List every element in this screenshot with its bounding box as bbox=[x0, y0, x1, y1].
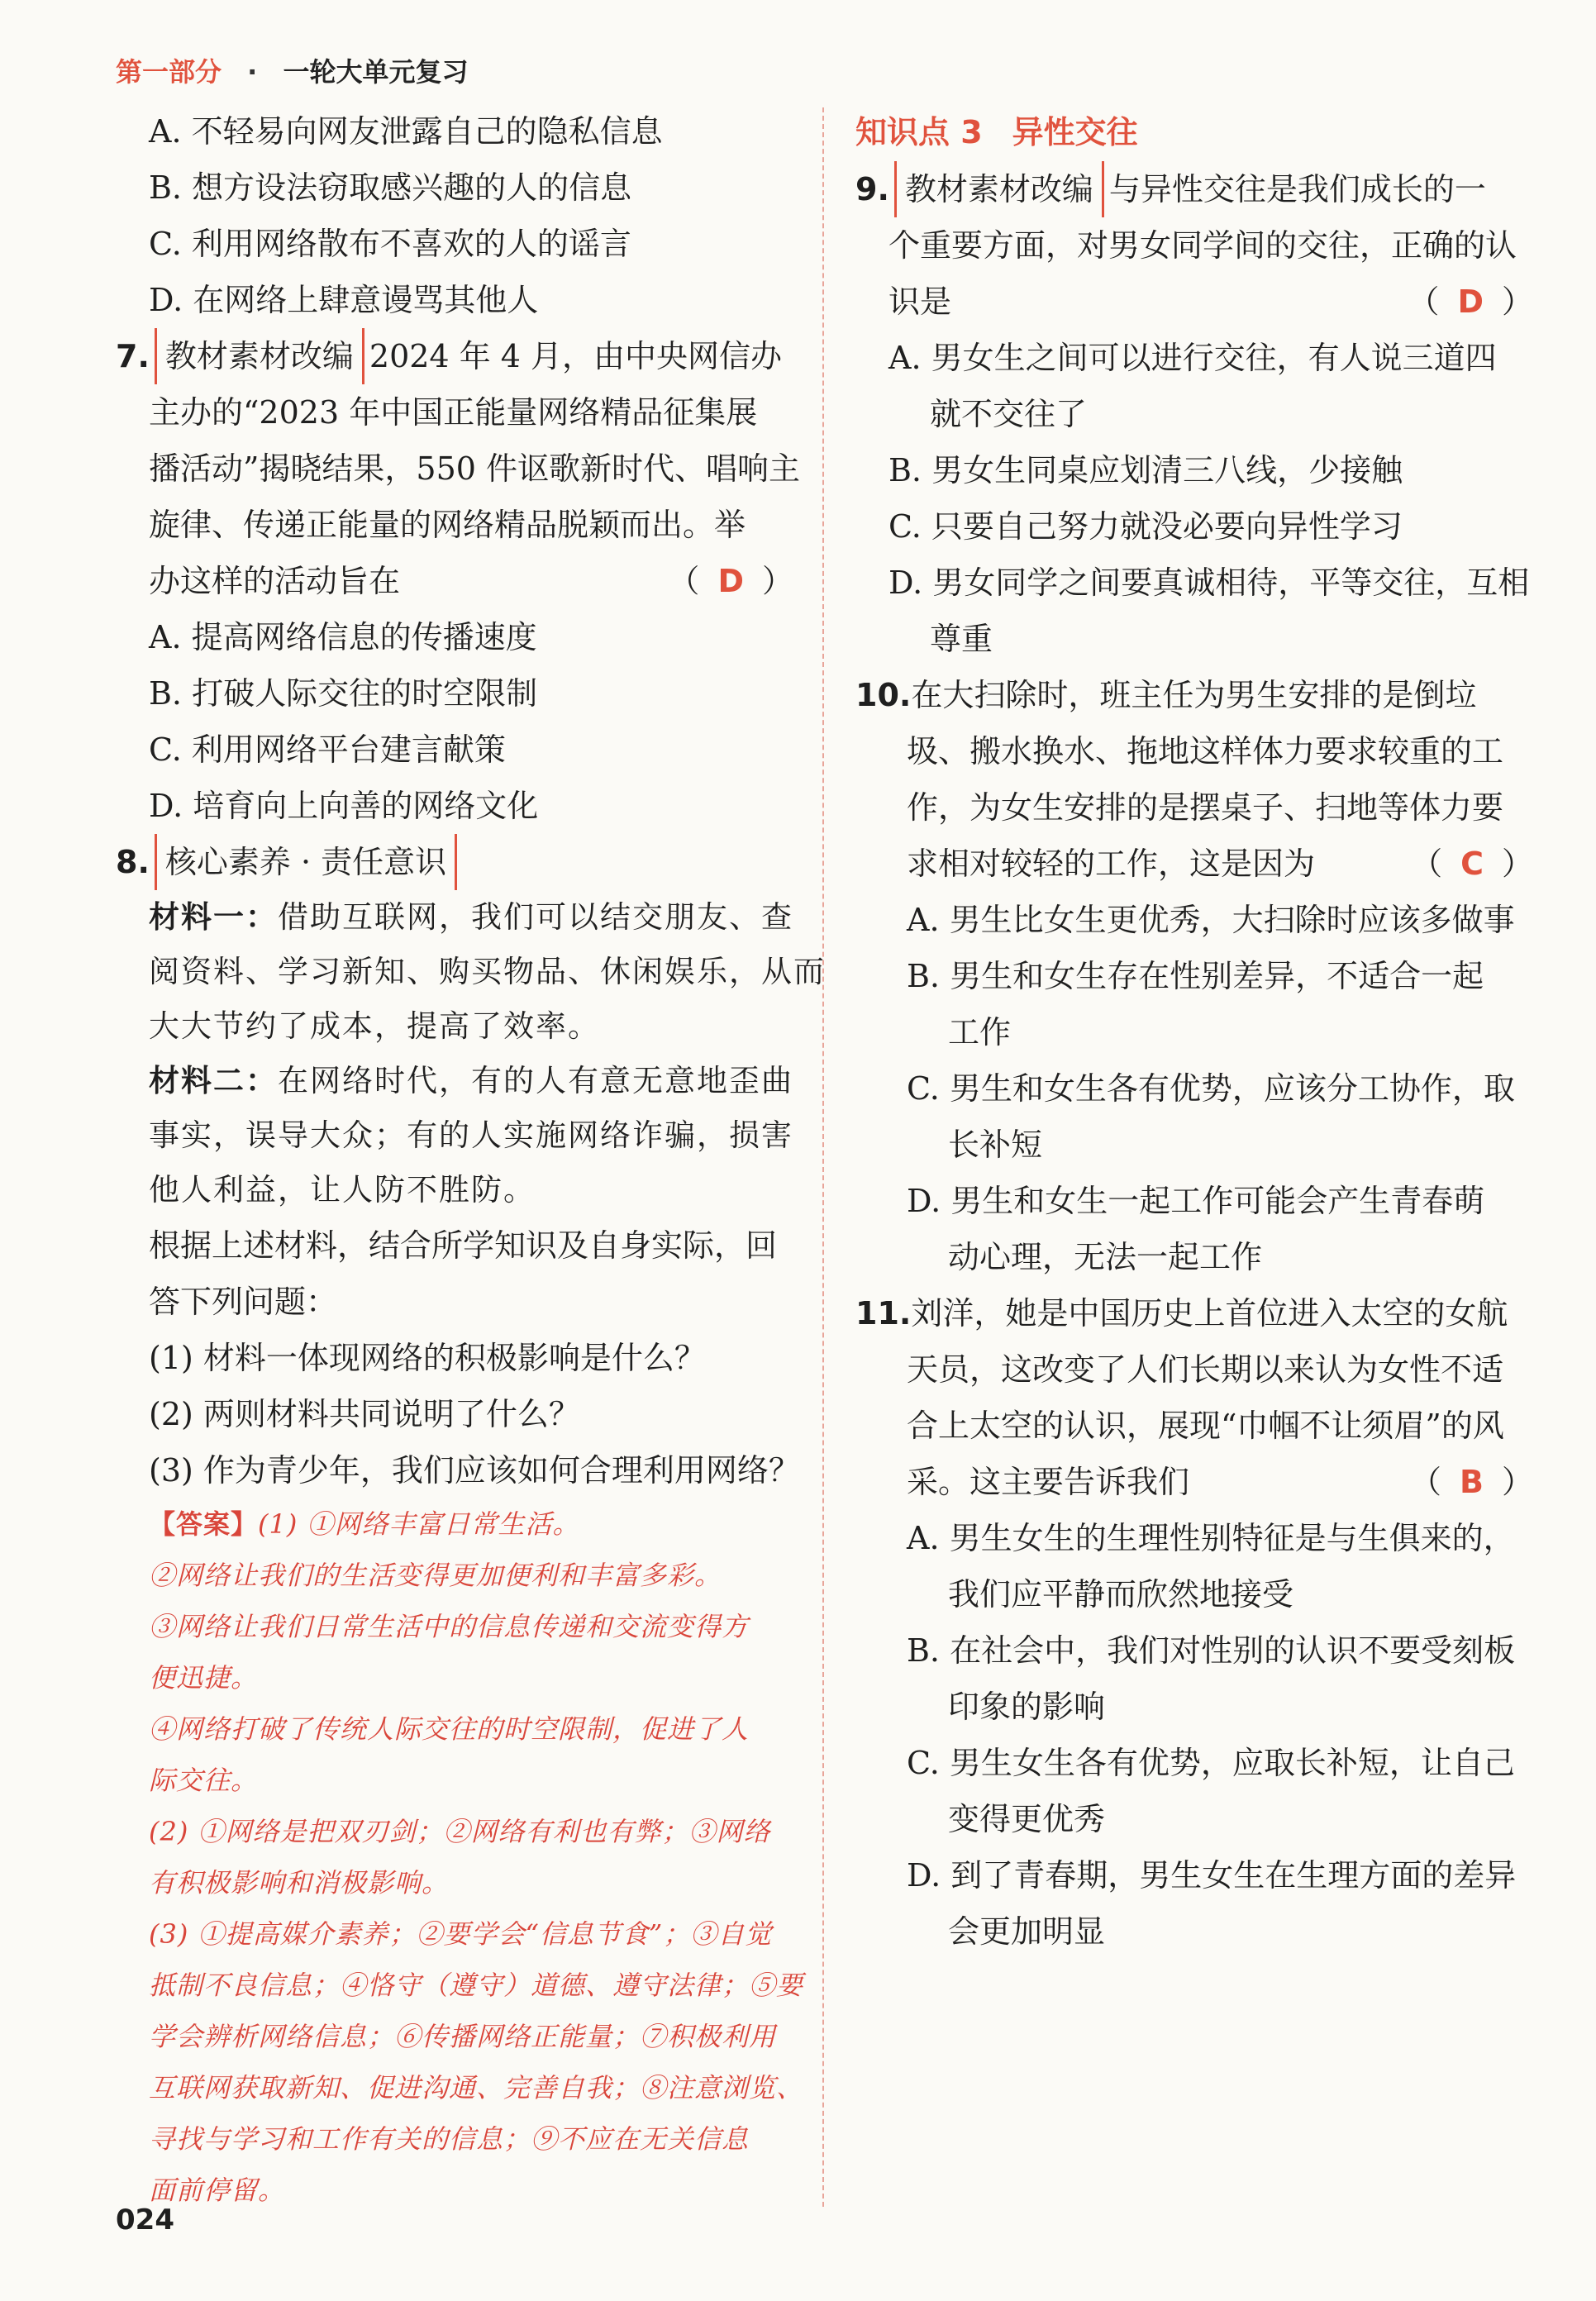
q6-options bbox=[116, 103, 793, 328]
q7-option-d: D. 培育向上向善的网络文化 bbox=[149, 788, 539, 824]
q11-line-2: 天员，这改变了人们长期以来认为女性不适 bbox=[907, 1351, 1504, 1388]
q8-subq-3: (3) 作为青少年，我们应该如何合理利用网络？ bbox=[149, 1452, 800, 1489]
q9-answer: D bbox=[1457, 283, 1484, 320]
q7-option-b: B. 打破人际交往的时空限制 bbox=[149, 675, 538, 712]
q11-option-d-2: 会更加明显 bbox=[948, 1913, 1106, 1950]
right-column bbox=[855, 103, 1533, 1960]
q9-option-b: B. 男女生同桌应划清三八线，少接触 bbox=[889, 452, 1403, 488]
q9-option-d-2: 尊重 bbox=[930, 621, 993, 657]
q8-material-1-line-1 bbox=[116, 890, 793, 945]
q10-text-1: 在大扫除时，班主任为男生安排的是倒垃 bbox=[911, 677, 1477, 713]
q7-line-3: 播活动”揭晓结果，550 件讴歌新时代、唱响主 bbox=[149, 450, 801, 487]
q11-option-a-1: A. 男生女生的生理性别特征是与生俱来的， bbox=[907, 1520, 1515, 1556]
q11-answer: B bbox=[1460, 1464, 1484, 1500]
question-8 bbox=[116, 834, 826, 2216]
left-column bbox=[116, 103, 826, 2216]
q7-answer-bracket: （ D ） bbox=[668, 563, 793, 599]
q11-option-a-2: 我们应平静而欣然地接受 bbox=[948, 1576, 1294, 1613]
q11-option-b-2: 印象的影响 bbox=[948, 1689, 1106, 1725]
q7-line-2: 主办的“2023 年中国正能量网络精品征集展 bbox=[149, 394, 758, 431]
q11-text-4: 采。这主要告诉我们 bbox=[907, 1464, 1190, 1500]
q8-answer-line-1 bbox=[116, 1498, 793, 1550]
q6-option-b: B. 想方设法窃取感兴趣的人的信息 bbox=[149, 169, 632, 206]
q11-answer-bracket: （ B ） bbox=[1410, 1464, 1533, 1500]
q7-tag: 教材素材改编 bbox=[155, 328, 364, 384]
q8-answer-text-1: (1) ①网络丰富日常生活。 bbox=[258, 1508, 580, 1540]
q10-line-3: 作，为女生安排的是摆桌子、扫地等体力要 bbox=[907, 789, 1504, 826]
q10-line-4 bbox=[855, 836, 1533, 892]
q9-answer-bracket: （ D ） bbox=[1408, 283, 1533, 320]
q8-prompt-line-1: 根据上述材料，结合所学知识及自身实际，回 bbox=[149, 1227, 778, 1264]
q8-answer-line-13: 寻找与学习和工作有关的信息；⑨不应在无关信息 bbox=[149, 2123, 750, 2155]
q10-option-c-2: 长补短 bbox=[948, 1127, 1043, 1163]
q8-number: 8. bbox=[116, 844, 150, 880]
q8-material-2-line-1 bbox=[116, 1054, 793, 1108]
q11-line-3: 合上太空的认识，展现“巾帼不让须眉”的风 bbox=[907, 1408, 1504, 1444]
q10-option-c-1: C. 男生和女生各有优势，应该分工协作，取 bbox=[907, 1070, 1515, 1107]
q9-option-a-2: 就不交往了 bbox=[930, 396, 1088, 432]
q10-answer: C bbox=[1460, 846, 1484, 882]
q8-answer-line-9: (3) ①提高媒介素养；②要学会“信息节食”；③自觉 bbox=[149, 1918, 773, 1950]
q6-option-a: A. 不轻易向网友泄露自己的隐私信息 bbox=[149, 113, 663, 150]
q11-option-b-1: B. 在社会中，我们对性别的认识不要受刻板 bbox=[907, 1632, 1516, 1669]
q6-option-c: C. 利用网络散布不喜欢的人的谣言 bbox=[149, 226, 631, 262]
q7-line-4: 旋律、传递正能量的网络精品脱颖而出。举 bbox=[149, 507, 746, 543]
q11-number: 11. bbox=[855, 1295, 912, 1332]
q8-answer-line-3: ③网络让我们日常生活中的信息传递和交流变得方 bbox=[149, 1611, 750, 1642]
q11-option-d-1: D. 到了青春期，男生女生在生理方面的差异 bbox=[907, 1857, 1517, 1894]
q7-line-1 bbox=[116, 328, 793, 384]
q8-subq-1: (1) 材料一体现网络的积极影响是什么？ bbox=[149, 1340, 706, 1376]
q8-answer-line-7: (2) ①网络是把双刃剑；②网络有利也有弊；③网络 bbox=[149, 1816, 771, 1847]
q10-answer-bracket: （ C ） bbox=[1411, 846, 1533, 882]
q9-line-1 bbox=[855, 161, 1533, 217]
q10-line-1 bbox=[855, 667, 1533, 723]
column-divider bbox=[822, 107, 824, 2207]
page-number: 024 bbox=[116, 2203, 174, 2237]
q8-answer-line-8: 有积极影响和消极影响。 bbox=[149, 1867, 450, 1898]
q11-line-1 bbox=[855, 1285, 1533, 1341]
q10-option-b-1: B. 男生和女生存在性别差异，不适合一起 bbox=[907, 958, 1484, 994]
q8-answer-line-11: 学会辨析网络信息；⑥传播网络正能量；⑦积极利用 bbox=[149, 2021, 777, 2052]
section-heading bbox=[855, 103, 1533, 161]
q8-answer-line-10: 抵制不良信息；④恪守（遵守）道德、遵守法律；⑤要 bbox=[149, 1970, 804, 2001]
q6-option-d: D. 在网络上肆意谩骂其他人 bbox=[149, 282, 539, 318]
q7-text-5: 办这样的活动旨在 bbox=[149, 563, 401, 599]
q9-option-a-1: A. 男女生之间可以进行交往，有人说三道四 bbox=[889, 340, 1497, 376]
question-9 bbox=[855, 161, 1533, 667]
q8-line-1 bbox=[116, 834, 793, 890]
q7-line-5 bbox=[116, 553, 793, 609]
q8-tag: 核心素养 · 责任意识 bbox=[155, 834, 457, 890]
q8-answer-line-6: 际交往。 bbox=[149, 1765, 259, 1796]
q8-material-1-line-2: 阅资料、学习新知、购买物品、休闲娱乐，从而 bbox=[149, 954, 826, 989]
q8-answer-line-14: 面前停留。 bbox=[149, 2175, 286, 2206]
q8-m1-text-1: 借助互联网，我们可以结交朋友、查 bbox=[278, 899, 793, 935]
q10-option-a: A. 男生比女生更优秀，大扫除时应该多做事 bbox=[907, 902, 1515, 938]
q8-m2-text-1: 在网络时代，有的人有意无意地歪曲 bbox=[278, 1063, 793, 1098]
q10-option-d-1: D. 男生和女生一起工作可能会产生青春萌 bbox=[907, 1183, 1485, 1219]
q8-material-1-label: 材料一： bbox=[149, 899, 278, 935]
q10-number: 10. bbox=[855, 677, 912, 713]
q10-option-d-2: 动心理，无法一起工作 bbox=[948, 1239, 1263, 1275]
q8-material-1-line-3: 大大节约了成本，提高了效率。 bbox=[149, 1008, 600, 1044]
q8-material-2-label: 材料二： bbox=[149, 1063, 278, 1098]
q11-option-c-1: C. 男生女生各有优势，应取长补短，让自己 bbox=[907, 1745, 1515, 1781]
page-header bbox=[116, 51, 468, 89]
q8-prompt-line-2: 答下列问题： bbox=[149, 1284, 338, 1320]
q8-subq-2: (2) 两则材料共同说明了什么？ bbox=[149, 1396, 580, 1432]
q9-line-2: 个重要方面，对男女同学间的交往，正确的认 bbox=[889, 227, 1517, 264]
q7-text-1: 2024 年 4 月，由中央网信办 bbox=[369, 338, 783, 374]
q8-answer-line-4: 便迅捷。 bbox=[149, 1662, 259, 1694]
q8-answer-line-5: ④网络打破了传统人际交往的时空限制，促进了人 bbox=[149, 1713, 750, 1745]
q10-option-b-2: 工作 bbox=[948, 1014, 1012, 1050]
q9-option-d-1: D. 男女同学之间要真诚相待，平等交往，互相 bbox=[889, 565, 1530, 601]
q9-option-c: C. 只要自己努力就没必要向异性学习 bbox=[889, 508, 1403, 545]
q10-line-2: 圾、搬水换水、拖地这样体力要求较重的工 bbox=[907, 733, 1504, 769]
q8-answer-line-2: ②网络让我们的生活变得更加便利和丰富多彩。 bbox=[149, 1560, 722, 1591]
q11-option-c-2: 变得更优秀 bbox=[948, 1801, 1106, 1837]
q8-answer-line-12: 互联网获取新知、促进沟通、完善自我；⑧注意浏览、 bbox=[149, 2072, 804, 2103]
q8-material-2-line-2: 事实，误导大众；有的人实施网络诈骗，损害 bbox=[149, 1117, 793, 1153]
q8-answer-label: 【答案】 bbox=[149, 1508, 259, 1540]
q11-line-4 bbox=[855, 1454, 1533, 1510]
header-dot: · bbox=[247, 56, 258, 88]
question-7 bbox=[116, 328, 801, 834]
q7-option-a: A. 提高网络信息的传播速度 bbox=[149, 619, 537, 655]
section-title: 异性交往 bbox=[1012, 114, 1138, 150]
header-part: 第一部分 bbox=[116, 56, 222, 88]
q9-text-3: 识是 bbox=[889, 283, 952, 320]
q9-text-1: 与异性交往是我们成长的一 bbox=[1108, 171, 1486, 207]
q9-line-3 bbox=[855, 274, 1533, 330]
q8-material-2-line-3: 他人利益，让人防不胜防。 bbox=[149, 1172, 536, 1208]
q7-option-c: C. 利用网络平台建言献策 bbox=[149, 731, 506, 768]
q7-answer: D bbox=[717, 563, 744, 599]
header-subtitle: 一轮大单元复习 bbox=[283, 56, 469, 88]
q11-text-1: 刘洋，她是中国历史上首位进入太空的女航 bbox=[911, 1295, 1508, 1332]
question-11 bbox=[855, 1285, 1533, 1960]
q10-text-4: 求相对较轻的工作，这是因为 bbox=[907, 846, 1316, 882]
q7-number: 7. bbox=[116, 338, 150, 374]
q9-tag: 教材素材改编 bbox=[894, 161, 1104, 217]
section-label: 知识点 3 bbox=[855, 114, 983, 150]
q9-number: 9. bbox=[855, 171, 889, 207]
question-10 bbox=[855, 667, 1533, 1285]
